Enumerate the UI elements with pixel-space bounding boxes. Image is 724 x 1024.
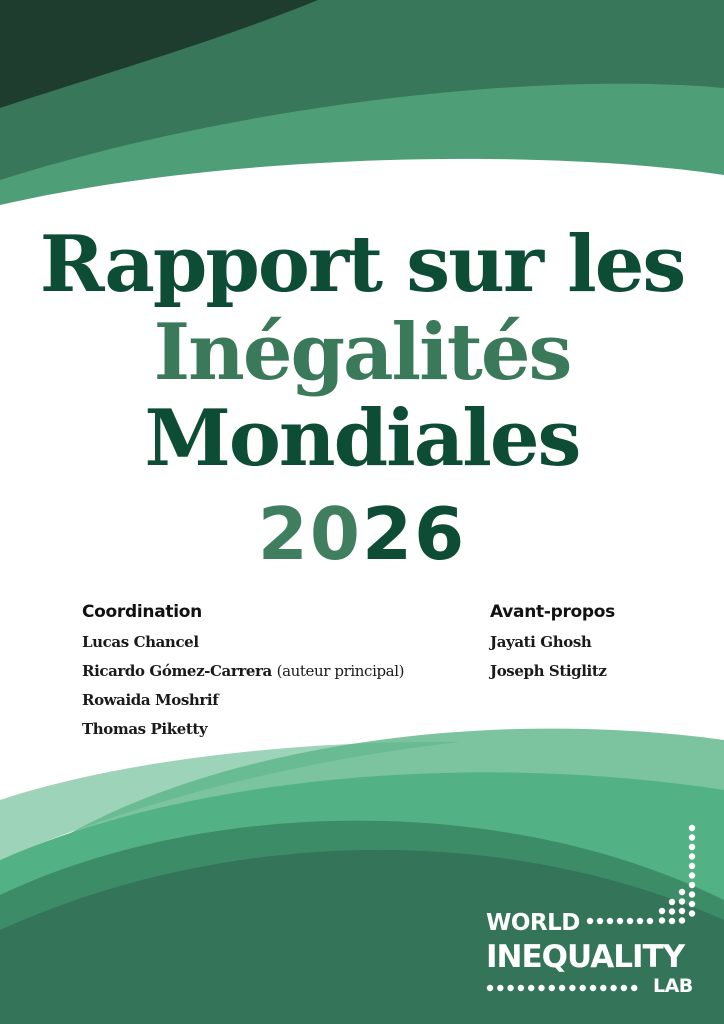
- logo-dot: [689, 891, 695, 897]
- person-name: Ricardo Gómez-Carrera: [82, 662, 272, 680]
- title-line-3: Mondiales: [144, 393, 580, 484]
- logo-dot: [621, 985, 627, 991]
- logo-dot: [587, 918, 593, 924]
- report-year: [0, 492, 724, 576]
- coordination-block: [82, 602, 404, 744]
- logo-dot: [569, 985, 575, 991]
- person-name: Rowaida Moshrif: [82, 691, 219, 709]
- logo-dot: [610, 985, 616, 991]
- logo-dot: [518, 985, 524, 991]
- coordinator-name: [82, 628, 404, 657]
- logo-dot: [549, 985, 555, 991]
- logo-dot: [689, 834, 695, 840]
- coordinator-name: [82, 686, 404, 715]
- logo-dot: [528, 985, 534, 991]
- logo-dot: [679, 898, 685, 904]
- logo-dot: [580, 985, 586, 991]
- logo-dot: [538, 985, 544, 991]
- world-inequality-lab-logo: [484, 824, 704, 1004]
- year-part-1: 20: [257, 492, 362, 576]
- person-role: (auteur principal): [276, 662, 405, 680]
- logo-dot: [689, 910, 695, 916]
- logo-dot: [659, 908, 665, 914]
- year-part-2: 26: [362, 492, 467, 576]
- coordinator-name: [82, 657, 404, 686]
- person-name: Lucas Chancel: [82, 633, 199, 651]
- logo-dot: [607, 918, 613, 924]
- foreword-block: [490, 602, 615, 686]
- logo-dot: [627, 918, 633, 924]
- logo-dot: [689, 872, 695, 878]
- foreword-author: Jayati Ghosh: [490, 633, 592, 651]
- logo-dot: [559, 985, 565, 991]
- logo-dot: [597, 918, 603, 924]
- logo-dot: [637, 918, 643, 924]
- logo-dot: [590, 985, 596, 991]
- logo-dot: [689, 844, 695, 850]
- logo-dot: [659, 917, 665, 923]
- foreword-heading: Avant-propos: [490, 602, 615, 622]
- logo-word-lab: LAB: [653, 975, 693, 997]
- logo-dot: [679, 908, 685, 914]
- logo-dot: [689, 853, 695, 859]
- logo-dot: [679, 889, 685, 895]
- foreword-author: Joseph Stiglitz: [490, 662, 607, 680]
- coordination-heading: Coordination: [82, 602, 202, 622]
- logo-dot: [669, 908, 675, 914]
- logo-dot: [669, 918, 675, 924]
- logo-dot: [497, 985, 503, 991]
- logo-dot: [689, 863, 695, 869]
- logo-dot: [647, 918, 653, 924]
- logo-dot: [689, 882, 695, 888]
- logo-dot: [669, 899, 675, 905]
- logo-word-world: WORLD: [486, 910, 580, 936]
- title-line-2: Inégalités: [153, 307, 571, 398]
- logo-dot: [487, 985, 493, 991]
- title-line-1: Rapport sur les: [39, 219, 685, 310]
- logo-dot: [617, 918, 623, 924]
- logo-dot: [600, 985, 606, 991]
- logo-dot: [507, 985, 513, 991]
- logo-dot: [689, 901, 695, 907]
- person-name: Thomas Piketty: [82, 720, 208, 738]
- logo-dot: [679, 917, 685, 923]
- logo-word-inequality: INEQUALITY: [486, 939, 685, 975]
- logo-dot: [689, 825, 695, 831]
- logo-dot: [631, 985, 637, 991]
- coordinator-name: [82, 715, 404, 744]
